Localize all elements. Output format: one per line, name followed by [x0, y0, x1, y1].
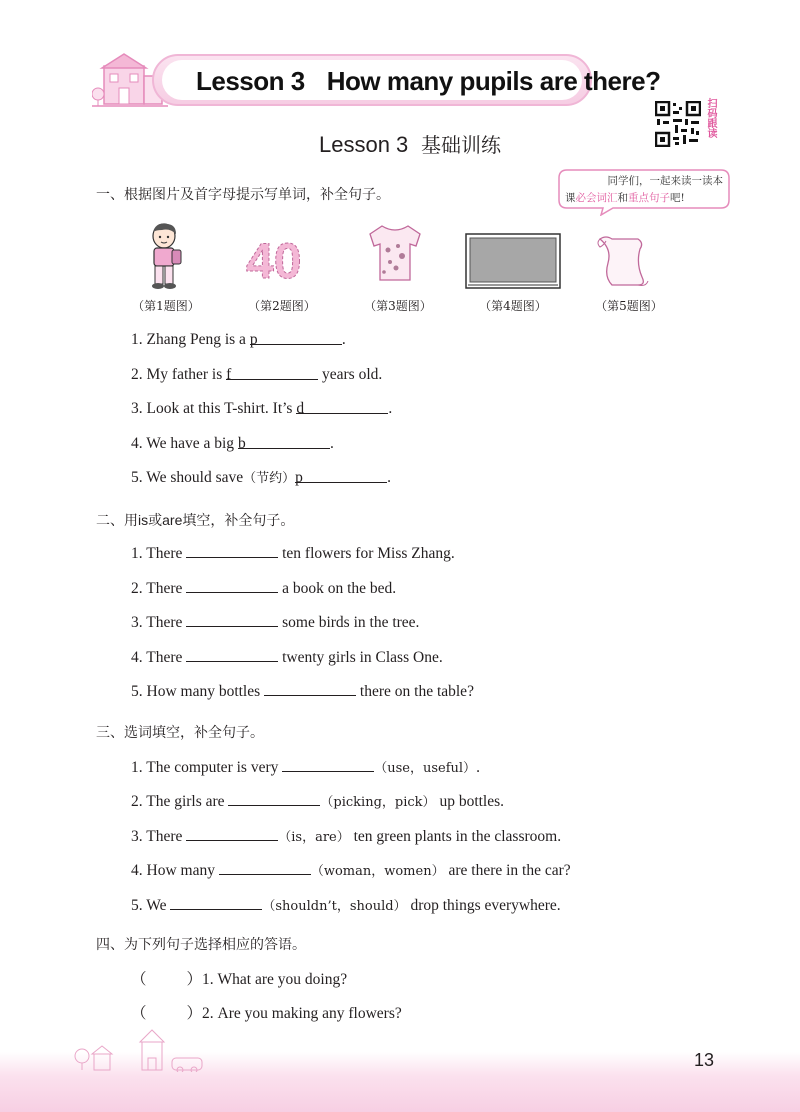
question-text: up bottles.: [435, 793, 505, 810]
question-text: 2. Are you making any flowers?: [202, 1005, 402, 1022]
hint-letter: p: [295, 469, 303, 486]
hint-letter: p: [249, 331, 258, 348]
answer-blank[interactable]: [295, 466, 387, 486]
bubble-highlight-sentences: 重点句子: [628, 192, 670, 204]
question-text: 4. We have a big: [131, 435, 238, 452]
section-2-title: [96, 509, 294, 531]
question-text: .: [387, 469, 392, 486]
paren-open: （: [131, 1005, 147, 1022]
answer-blank[interactable]: [219, 858, 311, 875]
question-text: drop things everywhere.: [406, 897, 561, 914]
qr-label: 扫码跟读: [705, 98, 716, 138]
answer-blank[interactable]: [264, 679, 356, 696]
bubble-word: 和: [617, 192, 628, 204]
answer-blank[interactable]: [228, 789, 320, 806]
s3-question-5: [131, 893, 561, 917]
question-text: 3. Look at this T-shirt. It’s: [131, 400, 297, 417]
paren-open: （: [131, 971, 147, 988]
question-text: 1. What are you doing?: [202, 971, 348, 988]
hint-letter: d: [296, 400, 305, 417]
question-text: 1. The computer is very: [131, 759, 283, 776]
question-text: .: [476, 759, 480, 776]
question-text: .: [329, 435, 334, 452]
dirty-tshirt-icon: [364, 222, 426, 284]
bubble-text: [565, 173, 723, 209]
s2-question-1: [131, 541, 455, 565]
hint-letter: b: [237, 435, 246, 452]
page-number: 13: [694, 1050, 715, 1070]
s3-question-2: [131, 789, 504, 813]
question-text: 3. There: [131, 614, 187, 631]
s3-question-3: [131, 824, 561, 848]
answer-blank[interactable]: [226, 363, 318, 383]
caption-pic-4: （第4题图）: [479, 299, 547, 313]
s1-question-2: [131, 363, 382, 387]
s1-question-3: [131, 397, 392, 421]
question-text: 2. The girls are: [131, 793, 229, 810]
section-1-title: 一、根据图片及首字母提示写单词，补全句子。: [96, 187, 390, 203]
word-options: （use，useful）: [374, 761, 477, 776]
banner-question: How many pupils are there?: [326, 66, 661, 96]
s2-question-2: [131, 576, 396, 600]
question-text: 2. There: [131, 580, 187, 597]
question-text: 5. We: [131, 897, 171, 914]
word-options: （is，are）: [278, 830, 350, 845]
question-text: 5. We should save: [131, 469, 244, 486]
question-text: ten flowers for Miss Zhang.: [278, 545, 455, 562]
question-text: years old.: [318, 366, 383, 383]
reading-tip-bubble: [553, 166, 733, 216]
caption-pic-3: （第3题图）: [364, 299, 432, 313]
section-3-title: 三、选词填空，补全句子。: [96, 725, 264, 741]
question-text: there on the table?: [356, 683, 474, 700]
word-options: （picking，pick）: [320, 795, 436, 810]
title-word-is: is: [138, 512, 149, 528]
answer-blank[interactable]: [186, 541, 278, 558]
s4-question-1: [131, 968, 347, 992]
title-word-are: are: [162, 512, 183, 528]
answer-blank[interactable]: [296, 397, 388, 417]
answer-blank[interactable]: [186, 824, 278, 841]
chinese-hint: （节约）: [243, 471, 296, 486]
title-part: 二、用: [96, 513, 138, 529]
s2-question-3: [131, 610, 419, 634]
question-text: 2. My father is: [131, 366, 227, 383]
bubble-line-1: 同学们，一起来读一读本: [607, 175, 723, 187]
s1-question-5: [131, 466, 391, 490]
question-text: 5. How many bottles: [131, 683, 265, 700]
s2-question-4: [131, 645, 443, 669]
qr-code-icon[interactable]: [655, 101, 701, 147]
answer-blank[interactable]: [186, 645, 278, 662]
word-options: （woman，women）: [310, 864, 445, 879]
title-part: 或: [148, 513, 163, 529]
question-text: a book on the bed.: [278, 580, 397, 597]
question-text: 4. How many: [131, 862, 219, 879]
blackboard-icon: [465, 233, 561, 289]
answer-blank[interactable]: [186, 610, 278, 627]
s2-question-5: [131, 679, 474, 703]
question-text: twenty girls in Class One.: [278, 649, 443, 666]
question-text: some birds in the tree.: [278, 614, 420, 631]
answer-blank[interactable]: [170, 893, 262, 910]
bubble-word: 吧!: [670, 192, 685, 204]
answer-blank[interactable]: [237, 432, 330, 452]
question-text: 4. There: [131, 649, 187, 666]
s1-question-4: [131, 432, 334, 456]
bubble-line-2: [565, 192, 685, 204]
question-text: 3. There: [131, 828, 187, 845]
paper-scroll-icon: [592, 233, 654, 289]
answer-blank[interactable]: [282, 755, 374, 772]
answer-blank[interactable]: [249, 328, 342, 348]
question-text: 1. There: [131, 545, 187, 562]
lesson-banner: [92, 50, 661, 112]
paren-close: ）: [186, 971, 203, 988]
caption-pic-2: （第2题图）: [248, 299, 316, 313]
caption-pic-1: （第1题图）: [132, 299, 200, 313]
paren-close: ）: [186, 1005, 203, 1022]
banner-lesson: Lesson 3: [196, 66, 305, 96]
caption-pic-5: （第5题图）: [595, 299, 663, 313]
pupil-boy-icon: [136, 222, 192, 292]
number-forty-graphic: [244, 236, 328, 282]
bubble-highlight-vocab: 必会词汇: [575, 192, 618, 204]
question-text: .: [388, 400, 393, 417]
bubble-word: 课: [565, 192, 576, 204]
footer-town-icon: [72, 1028, 212, 1072]
s3-question-4: [131, 858, 571, 882]
s3-question-1: [131, 755, 480, 779]
answer-blank[interactable]: [186, 576, 278, 593]
s1-question-1: [131, 328, 346, 352]
hint-letter: f: [226, 366, 232, 383]
number-forty-text: 40: [246, 236, 302, 282]
word-options: （shouldn’t，should）: [262, 899, 407, 914]
question-text: are there in the car?: [444, 862, 571, 879]
section-4-title: 四、为下列句子选择相应的答语。: [96, 937, 306, 953]
page-title-cn: 基础训练: [421, 133, 501, 157]
page-title-lesson: Lesson 3: [318, 132, 409, 157]
page-title: [200, 128, 620, 162]
title-part: 填空，补全句子。: [182, 513, 295, 529]
banner-title: [196, 63, 661, 99]
question-text: 1. Zhang Peng is a: [131, 331, 250, 348]
question-text: ten green plants in the classroom.: [349, 828, 562, 845]
s4-question-2: [131, 1002, 402, 1026]
question-text: .: [341, 331, 346, 348]
